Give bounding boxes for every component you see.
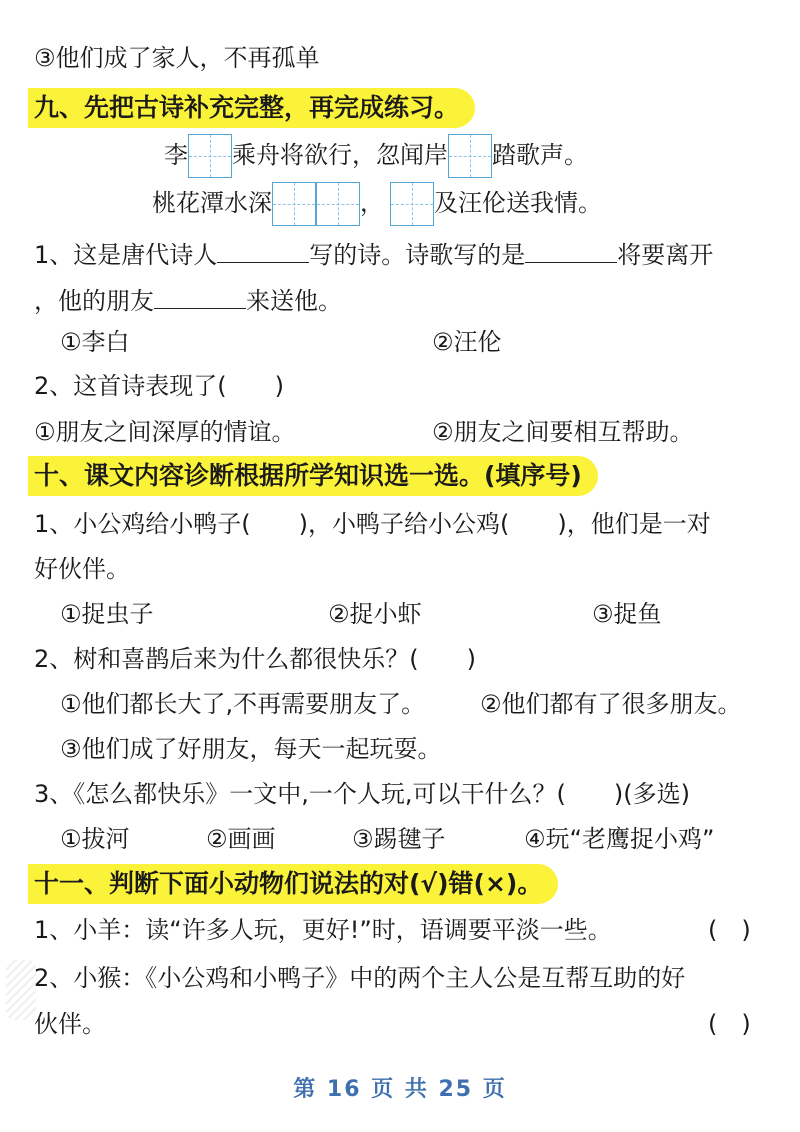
option[interactable]: ①捉虫子 [60, 600, 154, 628]
tianzige-box[interactable] [272, 182, 316, 226]
option[interactable]: ③他们成了好朋友，每天一起玩耍。 [60, 735, 442, 763]
option[interactable]: ①朋友之间深厚的情谊。 [34, 418, 296, 446]
watermark-smudge [6, 960, 36, 1020]
poem-text: ， [360, 189, 384, 217]
s9-question-1 [34, 236, 713, 271]
poem-line-1 [164, 130, 588, 180]
answer-paren[interactable]: ( ) [708, 1010, 751, 1038]
option[interactable]: ①李白 [60, 328, 130, 356]
s9-question-1-cont [34, 282, 342, 317]
q-text: 将要离开 [617, 241, 714, 269]
section-10-heading: 十、课文内容诊断根据所学知识选一选。(填序号) [28, 456, 598, 496]
poem-line-2 [152, 178, 602, 228]
s11-question-2-cont: 伙伴。 [34, 1010, 106, 1038]
option[interactable]: ①拔河 [60, 825, 130, 853]
tianzige-box[interactable] [390, 182, 434, 226]
option[interactable]: ①他们都长大了,不再需要朋友了。 [60, 690, 426, 718]
option[interactable]: ②汪伦 [432, 328, 502, 356]
s10-question-1: 1、小公鸡给小鸭子( )，小鸭子给小公鸡( )，他们是一对 [34, 510, 711, 538]
previous-option-3: ③他们成了家人，不再孤单 [34, 44, 320, 72]
q-text: 1、这是 [34, 241, 122, 269]
option[interactable]: ②他们都有了很多朋友。 [480, 690, 742, 718]
s11-question-1: 1、小羊：读“许多人玩，更好!”时，语调要平淡一些。 [34, 916, 612, 944]
q-text: ，他的朋友 [34, 287, 154, 315]
answer-blank[interactable] [217, 236, 309, 263]
tianzige-box[interactable] [188, 134, 232, 178]
section-9-heading: 九、先把古诗补充完整，再完成练习。 [28, 88, 475, 128]
option[interactable]: ③捉鱼 [592, 600, 662, 628]
poem-text: 踏歌声。 [492, 141, 588, 169]
tianzige-box[interactable] [448, 134, 492, 178]
poem-text: 及汪伦送我情。 [434, 189, 602, 217]
q-text: 唐代 [121, 241, 170, 269]
option[interactable]: ②朋友之间要相互帮助。 [432, 418, 694, 446]
s10-question-1-cont: 好伙伴。 [34, 555, 130, 583]
poem-text: 桃花潭水深 [152, 189, 272, 217]
tianzige-box[interactable] [316, 182, 360, 226]
page-footer: 第 16 页 共 25 页 [293, 1077, 507, 1102]
q-text: 写的诗。诗歌写的是 [309, 241, 526, 269]
poem-text: 乘舟将欲行，忽闻岸 [232, 141, 448, 169]
answer-blank[interactable] [525, 236, 617, 263]
q-text: 来送他。 [246, 287, 342, 315]
option[interactable]: ④玩“老鹰捉小鸡” [524, 825, 715, 853]
section-11-heading: 十一、判断下面小动物们说法的对(√)错(×)。 [28, 864, 558, 904]
q-text: 诗人 [169, 241, 218, 269]
answer-paren[interactable]: ( ) [708, 916, 751, 944]
answer-blank[interactable] [154, 282, 246, 309]
option[interactable]: ②捉小虾 [328, 600, 422, 628]
s11-question-2: 2、小猴：《小公鸡和小鸭子》中的两个主人公是互帮互助的好 [34, 964, 686, 992]
option[interactable]: ③踢毽子 [352, 825, 446, 853]
s9-question-2: 2、这首诗表现了( ) [34, 372, 284, 400]
option[interactable]: ②画画 [206, 825, 276, 853]
poem-text: 李 [164, 141, 188, 169]
s10-question-2: 2、树和喜鹊后来为什么都很快乐？( ) [34, 645, 476, 673]
s10-question-3: 3、《怎么都快乐》一文中,一个人玩,可以干什么？( )(多选) [34, 780, 690, 808]
